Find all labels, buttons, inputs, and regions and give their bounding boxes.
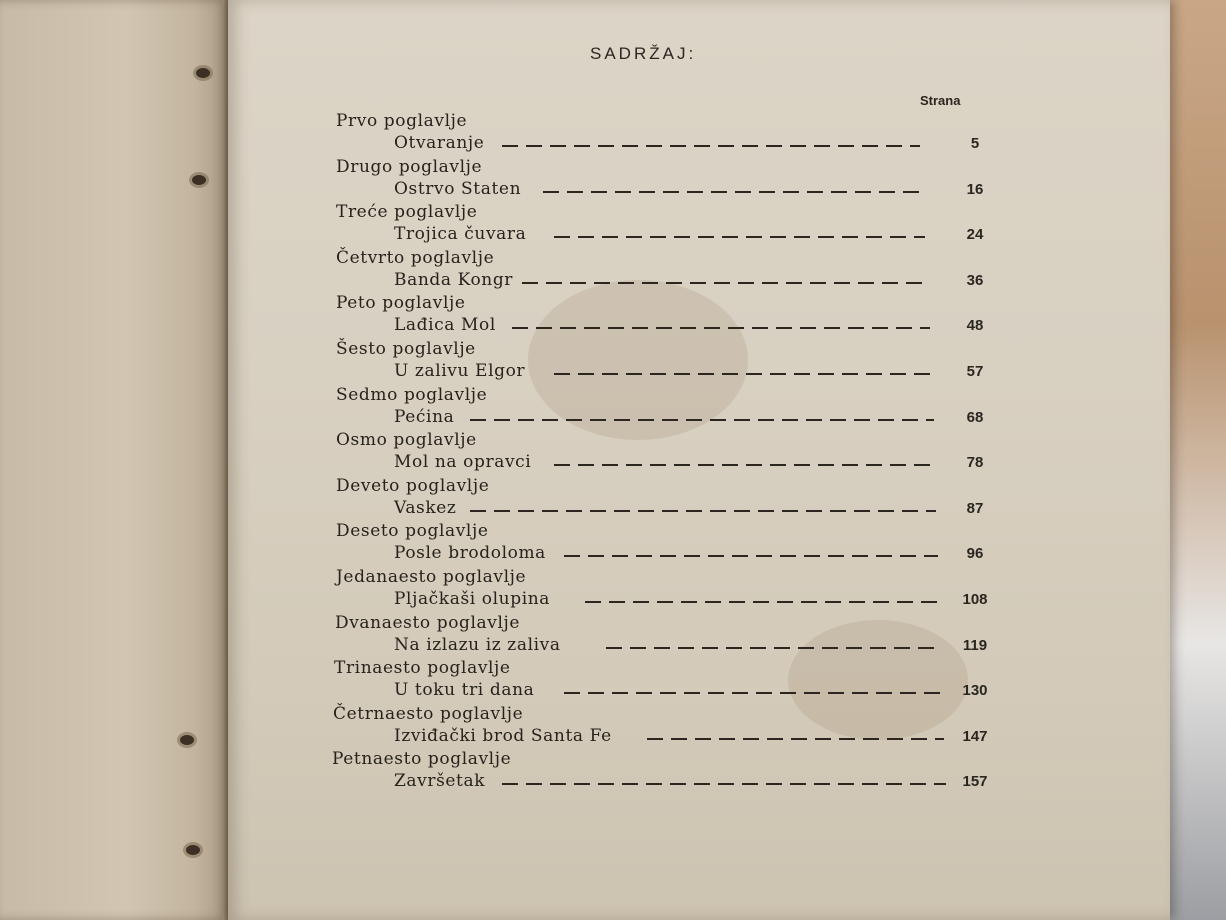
chapter-heading: Prvo poglavlje [336,111,468,131]
dot-leader [470,419,934,421]
chapter-page-number: 24 [966,226,984,244]
chapter-heading: Šesto poglavlje [336,339,476,359]
dot-leader [564,555,938,557]
dot-leader [554,373,932,375]
chapter-page-number: 108 [962,591,988,608]
chapter-page-number: 96 [966,545,984,563]
dot-leader [543,191,922,193]
toc-entry [0,658,1226,704]
dot-leader [554,236,925,238]
toc-entry [0,613,1226,659]
chapter-heading: Trinaesto poglavlje [334,658,511,679]
toc-entry [0,749,1226,795]
chapter-heading: Sedmo poglavlje [336,384,488,405]
chapter-page-number: 87 [966,499,984,517]
chapter-heading: Deveto poglavlje [336,475,490,496]
toc-entry [0,202,1226,248]
toc-entry [0,476,1226,522]
chapter-page-number: 147 [962,727,988,745]
chapter-title: Pećina [394,406,455,427]
chapter-heading: Treće poglavlje [336,202,478,223]
chapter-heading: Dvanaesto poglavlje [335,612,521,633]
chapter-title: Vaskez [394,497,457,518]
chapter-title: Pljačkaši olupina [394,589,551,609]
dot-leader [647,738,944,740]
chapter-title: Izviđački brod Santa Fe [394,725,612,746]
chapter-page-number: 48 [966,317,984,335]
chapter-title: Lađica Mol [394,315,496,336]
toc-entry [0,339,1226,385]
chapter-heading: Deseto poglavlje [336,521,489,542]
chapter-title: Banda Kongr [394,269,514,290]
toc-entry [0,704,1226,750]
chapter-heading: Osmo poglavlje [336,430,477,451]
chapter-title: Završetak [394,771,486,792]
chapter-heading: Jedanaesto poglavlje [336,567,527,587]
chapter-heading: Petnaesto poglavlje [332,749,512,770]
chapter-page-number: 36 [966,271,984,289]
dot-leader [470,510,936,512]
chapter-heading: Četvrto poglavlje [336,247,495,268]
chapter-heading: Drugo poglavlje [336,156,483,177]
chapter-page-number: 78 [966,454,984,472]
chapter-title: Ostrvo Staten [394,178,522,199]
chapter-page-number: 57 [966,363,984,380]
dot-leader [522,282,928,284]
dot-leader [512,327,930,329]
toc-entry [0,111,1226,157]
chapter-title: Otvaranje [394,133,485,153]
chapter-page-number: 157 [962,773,988,791]
chapter-page-number: 5 [970,135,980,152]
dot-leader [502,145,920,147]
chapter-title: Trojica čuvara [394,224,527,245]
page-title: SADRŽAJ: [590,44,697,63]
chapter-page-number: 130 [962,682,988,700]
toc-entry [0,385,1226,431]
dot-leader [585,601,940,603]
toc-entry [0,293,1226,339]
chapter-heading: Peto poglavlje [336,293,466,314]
chapter-page-number: 68 [966,408,984,426]
toc-entry [0,157,1226,203]
chapter-heading: Četrnaesto poglavlje [333,703,524,724]
chapter-title: Mol na opravci [394,452,532,473]
chapter-page-number: 16 [966,180,984,198]
toc-entry [0,567,1226,613]
chapter-title: Na izlazu iz zaliva [394,634,561,655]
chapter-title: Posle brodoloma [394,543,546,564]
chapter-title: U toku tri dana [394,680,535,701]
page-column-label: Strana [920,93,961,108]
toc-entry [0,521,1226,567]
dot-leader [502,783,946,785]
toc-entry [0,430,1226,476]
dot-leader [554,464,936,466]
dot-leader [564,692,942,694]
chapter-title: U zalivu Elgor [394,361,526,381]
dot-leader [606,647,940,649]
toc-entry [0,248,1226,294]
chapter-page-number: 119 [962,636,988,654]
